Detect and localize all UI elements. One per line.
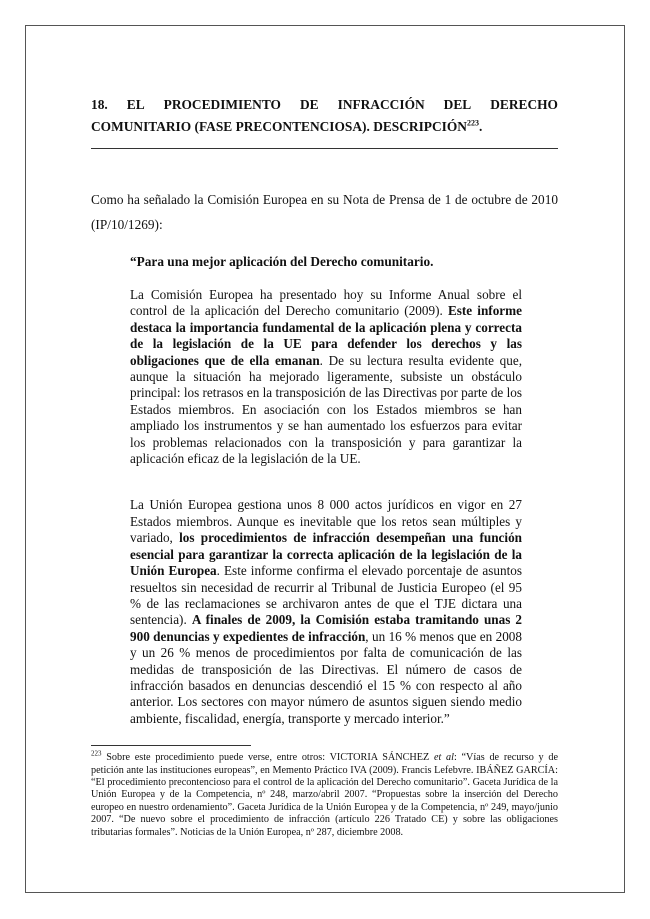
text-run: , un 16 % menos que en 2008 y un 26 % menos de procedimientos por falta de comunicación de las medidas de transposición de las Directivas. El número de casos de infracción basados en denuncias descendió el 15 % con respecto al año anterior. Los sectores con mayor número de asuntos siguen siendo medio ambiente, fiscalidad, energía, transporte y mercado interior.”	[130, 628, 522, 726]
emphasis-text: A finales de 2009, la Comisión estaba tramitando unas 2 900 denuncias y expedientes de infracción	[130, 612, 522, 644]
quote-paragraph-1	[130, 287, 522, 467]
heading-word: DERECHO	[490, 97, 558, 112]
quote-heading: “Para una mejor aplicación del Derecho comunitario.	[130, 254, 434, 269]
heading-divider	[91, 148, 558, 149]
heading-word: PROCEDIMIENTO	[163, 97, 281, 112]
intro-paragraph: Como ha señalado la Comisión Europea en su Nota de Prensa de 1 de octubre de 2010 (IP/10/1269):	[91, 192, 558, 232]
heading-word: INFRACCIÓN	[337, 97, 425, 112]
text-run: La Comisión Europea ha presentado hoy su Informe Anual sobre el control de la aplicación del Derecho comunitario (2009).	[130, 287, 522, 319]
heading-word: EL	[126, 97, 145, 112]
heading-line-1	[91, 94, 558, 116]
text-run: . De su lectura resulta evidente que, aunque la situación ha mejorado ligeramente, subsiste un obstáculo principal: los retrasos en la transposición de las Directivas por parte de los Estados miembros. En asociación con los Estados miembros se han ampliado los instrumentos y se han aumentado los esfuerzos para evitar los problemas relacionados con la transposición y para garantizar la aplicación eficaz de la legislación de la UE.	[130, 352, 522, 467]
heading-word: 18.	[91, 97, 108, 112]
emphasis-text: Este informe destaca la importancia fundamental de la aplicación plena y correcta de la legislación de la UE para defender los derechos y las obligaciones que de ella emanan	[130, 303, 522, 368]
heading-line-2	[91, 116, 558, 138]
heading-text: COMUNITARIO (FASE PRECONTENCIOSA). DESCRIPCIÓN	[91, 119, 467, 134]
section-heading	[91, 94, 558, 138]
text-run: . Este informe confirma el elevado porcentaje de asuntos resueltos sin necesidad de recurrir al Tribunal de Justicia Europeo (el 95 % de las reclamaciones se archivaron antes de que el TJE dictara una sentencia).	[130, 563, 522, 628]
emphasis-text: et al	[433, 752, 454, 764]
text-run: La Unión Europea gestiona unos 8 000 actos jurídicos en vigor en 27 Estados miembros. Aunque es inevitable que los retos sean múltiples y variado,	[130, 497, 522, 546]
quote-paragraph-2	[130, 497, 522, 727]
heading-word: DE	[299, 97, 319, 112]
text-run: Sobre este procedimiento puede verse, entre otros: VICTORIA SÁNCHEZ	[101, 752, 434, 764]
emphasis-text: los procedimientos de infracción desempeñan una función esencial para garantizar la correcta aplicación de la legislación de la Unión Europea	[130, 530, 522, 579]
footnote-separator	[91, 745, 251, 746]
footnote	[91, 749, 558, 839]
heading-word: DEL	[443, 97, 472, 112]
footnote-number: 223	[91, 749, 102, 758]
heading-end: .	[478, 119, 483, 134]
text-run: : “Vías de recurso y de petición ante las instituciones europeas”, en Memento Práctico IVA (2009). Francis Lefebvre. IBÁÑEZ GARCÍA: “El procedimiento precontencioso para el control de la aplicación del Derecho comunitario”. Gaceta Jurídica de la Unión Europea y de la Competencia, nº 248, marzo/abril 2007. “Propuestas sobre la inserción del Derecho europeo en nuestro ordenamiento”. Gaceta Jurídica de la Unión Europea y de la Competencia, nº 249, mayo/junio 2007. “De nuevo sobre el procedimiento de infracción (artículo 226 Tratado CE) y sobre las obligaciones tributarias formales”. Noticias de la Unión Europea, nº 287, diciembre 2008.	[91, 752, 558, 838]
footnote-reference[interactable]: 223	[466, 118, 479, 128]
page-content	[91, 94, 558, 839]
